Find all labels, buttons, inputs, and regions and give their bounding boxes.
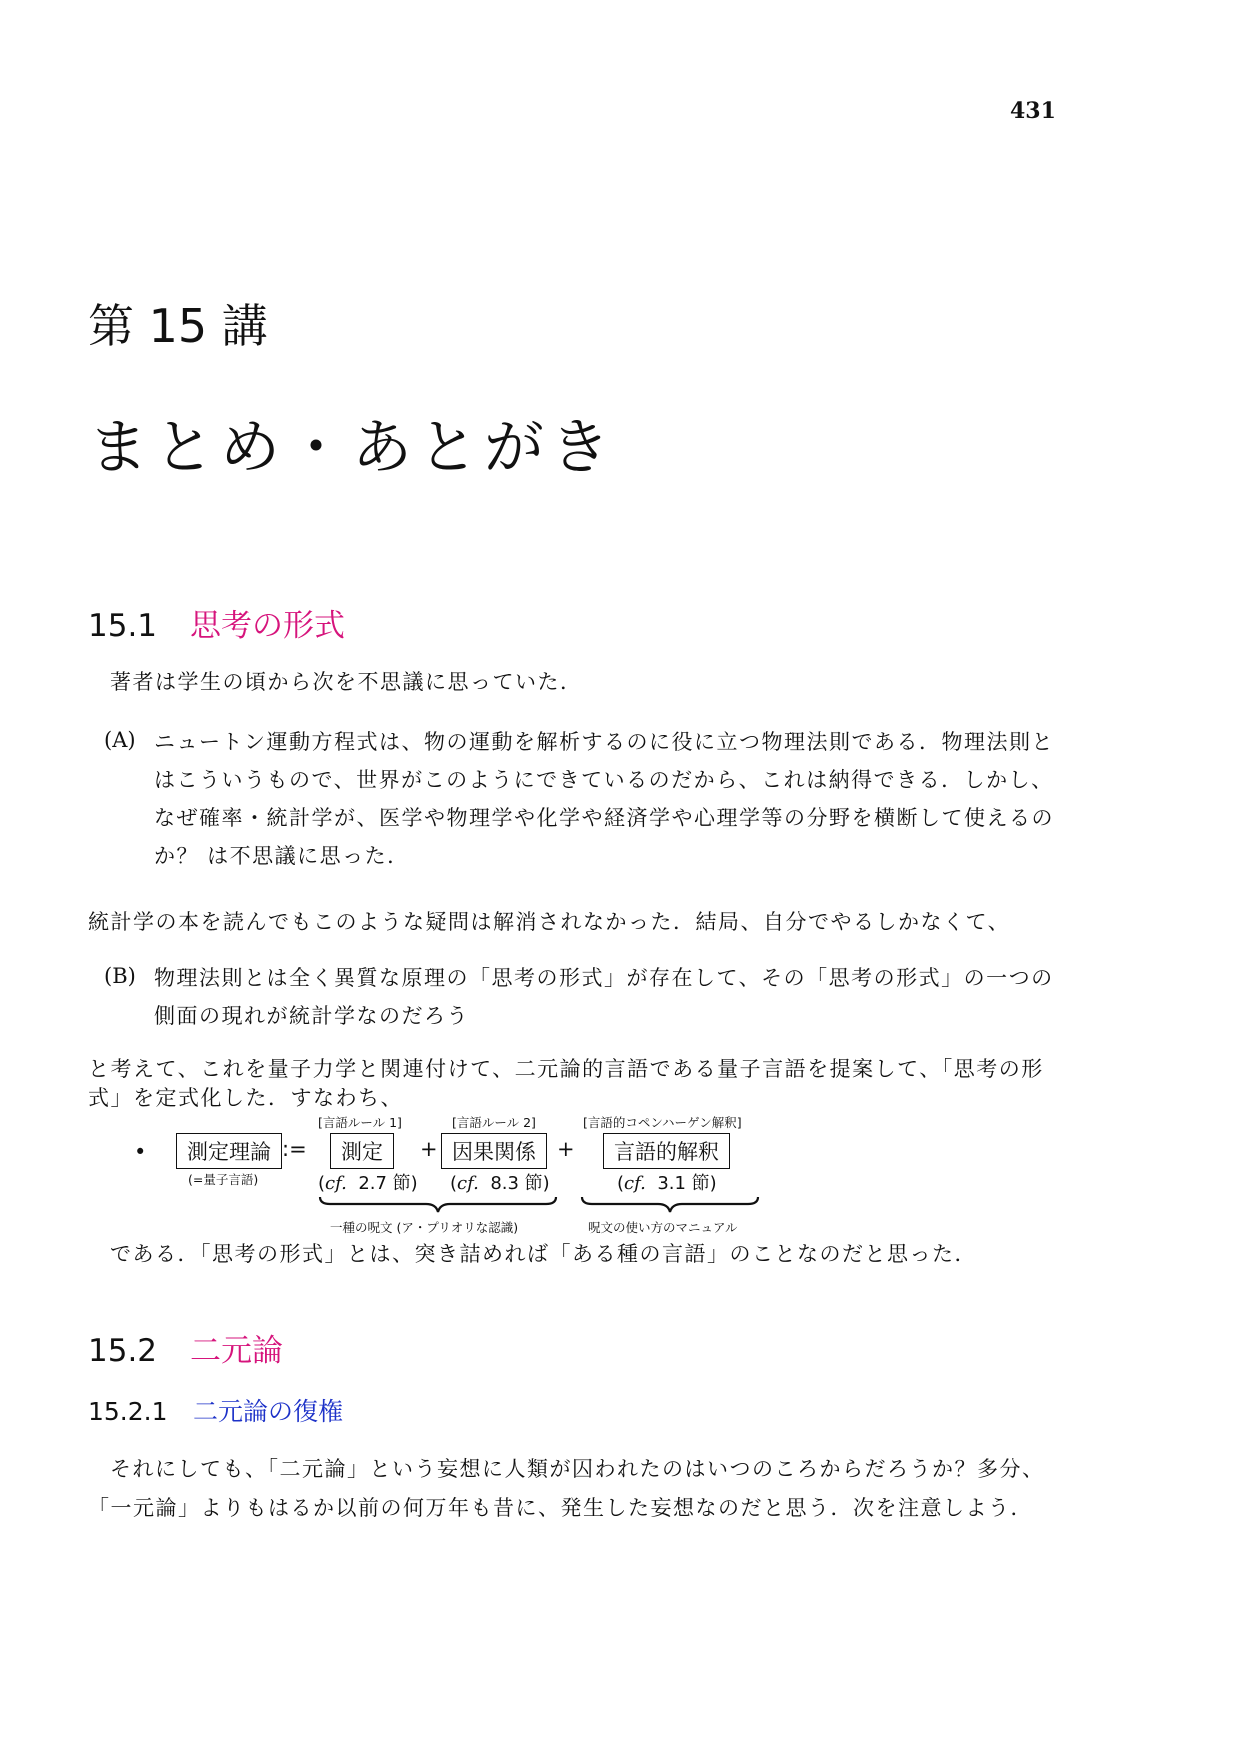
- open-paren: (: [318, 1173, 326, 1194]
- term-1-ref: [318, 1169, 418, 1195]
- section-number: 15.1: [88, 608, 158, 644]
- underbrace-2-label: 呪文の使い方のマニュアル: [588, 1220, 738, 1235]
- subsection-number: 15.2.1: [88, 1397, 168, 1426]
- underbrace-1: [318, 1195, 558, 1215]
- section-number: 15.2: [88, 1333, 158, 1369]
- paragraph-2: 統計学の本を読んでもこのような疑問は解消されなかった．結局、自分でやるしかなくて、: [88, 910, 1011, 934]
- define-symbol: :=: [282, 1137, 307, 1161]
- item-b-label: (B): [104, 964, 136, 988]
- cf-label: cf.: [624, 1173, 646, 1194]
- page-number: 431: [1010, 98, 1056, 124]
- cf-label: cf.: [457, 1173, 479, 1194]
- item-a-text: [154, 728, 1054, 871]
- cf-label: cf.: [325, 1173, 347, 1194]
- chapter-title: まとめ・あとがき: [88, 413, 616, 483]
- item-a-label: (A): [104, 728, 136, 752]
- paragraph-3-line: 式」を定式化した．すなわち、: [88, 1086, 403, 1110]
- open-paren: (: [617, 1173, 625, 1194]
- term-1-box: 測定: [330, 1133, 394, 1169]
- bullet: •: [134, 1140, 147, 1164]
- ref-value: 2.7 節): [358, 1173, 418, 1194]
- chapter-label: 第 15 講: [88, 299, 268, 353]
- item-a-line: はこういうもので、世界がこのようにできているのだから、これは納得できる．しかし、: [154, 768, 1054, 792]
- term-3-ref: [617, 1169, 717, 1195]
- term-2-top-label: [言語ルール 2]: [452, 1115, 536, 1130]
- paragraph-3-line: と考えて、これを量子力学と関連付けて、二元論的言語である量子言語を提案して、「思考の形: [88, 1057, 1044, 1081]
- plus-symbol: +: [420, 1137, 438, 1161]
- paragraph-5: [88, 1455, 1045, 1523]
- ref-value: 8.3 節): [490, 1173, 550, 1194]
- formula-lhs-note: (=量子言語): [188, 1172, 259, 1187]
- plus-symbol: +: [557, 1137, 575, 1161]
- term-2-box: 因果関係: [441, 1133, 547, 1169]
- item-b-line: 物理法則とは全く異質な原理の「思考の形式」が存在して、その「思考の形式」の一つの: [154, 966, 1054, 990]
- term-2-ref: [450, 1169, 550, 1195]
- item-b-line: 側面の現れが統計学なのだろう: [154, 1004, 469, 1028]
- term-1-top-label: [言語ルール 1]: [318, 1115, 402, 1130]
- item-a-line: か？ は不思議に思った．: [154, 844, 410, 868]
- item-a-line: ニュートン運動方程式は、物の運動を解析するのに役に立つ物理法則である．物理法則と: [154, 730, 1054, 754]
- item-a-line: なぜ確率・統計学が、医学や物理学や化学や経済学や心理学等の分野を横断して使えるの: [154, 806, 1054, 830]
- subsection-heading: [88, 1392, 343, 1428]
- paragraph-4: である．「思考の形式」とは、突き詰めれば「ある種の言語」のことなのだと思った．: [110, 1242, 977, 1266]
- item-b-text: [154, 964, 1054, 1031]
- intro-paragraph: 著者は学生の頃から次を不思議に思っていた．: [110, 670, 583, 694]
- ref-value: 3.1 節): [657, 1173, 717, 1194]
- section-heading: [88, 600, 345, 645]
- term-3-top-label: [言語的コペンハーゲン解釈]: [583, 1115, 742, 1130]
- open-paren: (: [450, 1173, 458, 1194]
- subsection-title: 二元論の復権: [193, 1397, 344, 1426]
- formula-lhs-box: 測定理論: [176, 1133, 282, 1169]
- term-3-box: 言語的解釈: [603, 1133, 730, 1169]
- section-title: 二元論: [190, 1333, 283, 1369]
- underbrace-1-label: 一種の呪文 (ア・プリオリな認識): [330, 1220, 519, 1235]
- paragraph-5-line: それにしても、「二元論」という妄想に人類が囚われたのはいつのころからだろうか？多分、: [110, 1457, 1045, 1481]
- paragraph-5-line: 「一元論」よりもはるか以前の何万年も昔に、発生した妄想なのだと思う．次を注意しよう．: [88, 1496, 1033, 1520]
- underbrace-2: [580, 1195, 760, 1215]
- section-title: 思考の形式: [190, 608, 345, 644]
- section-heading: [88, 1325, 283, 1370]
- paragraph-3: [88, 1055, 1044, 1113]
